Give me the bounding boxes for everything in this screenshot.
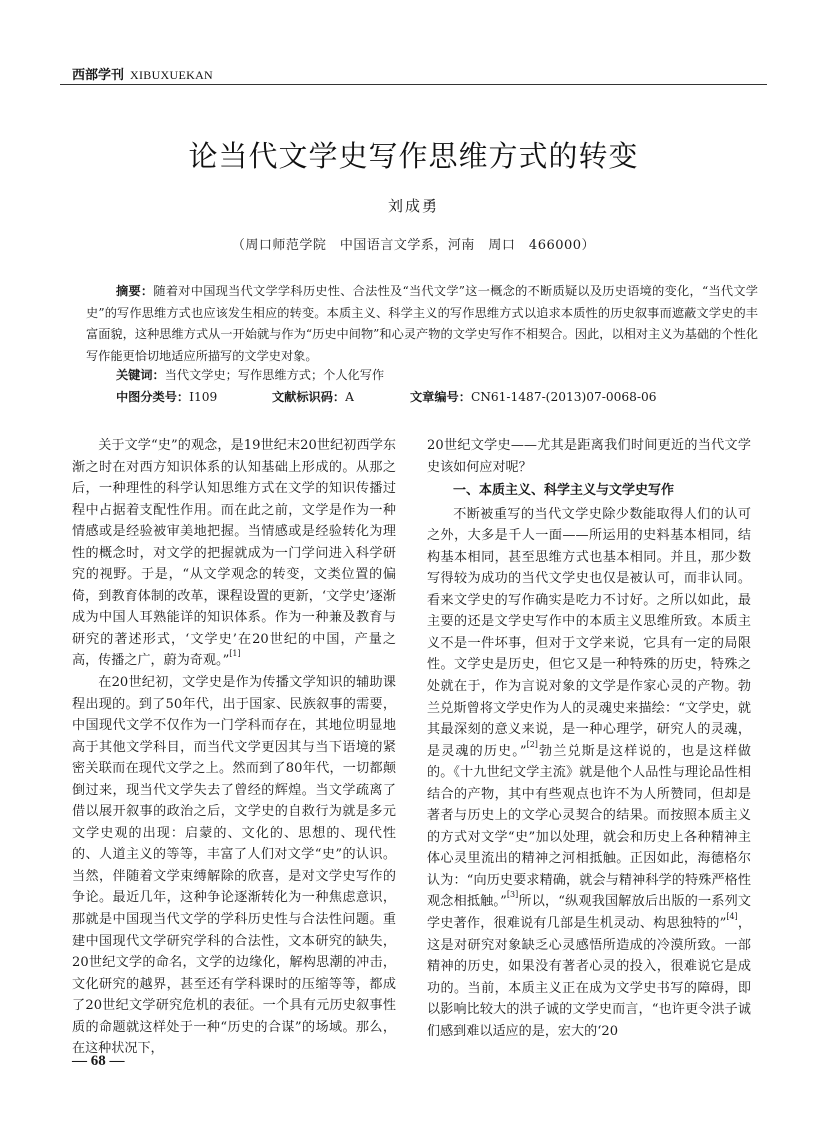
clc-label: 中图分类号： [116,390,190,404]
clc-value: I109 [189,390,218,404]
header-rule [60,84,767,85]
abstract-label: 摘要： [116,284,154,298]
paragraph-text: ，这是对研究对象缺乏心灵感悟所造成的冷漠所致。一部精神的历史，如果没有著者心灵的投入，很难说它是成功的。当前，本质主义正在成为文学史书写的障碍，即以影响比较大的洪子诚的文学史而言，“也许更令洪子诚们感到难以适应的是，宏大的‘20 [427,916,751,1039]
document-code-label: 文献标识码： [272,390,346,404]
paragraph [72,672,396,1060]
keywords [116,366,384,383]
abstract [86,281,758,367]
article-title: 论当代文学史写作思维方式的转变 [188,139,639,173]
citation-ref: [1] [229,649,241,659]
document-code [272,388,354,405]
keywords-label: 关键词： [116,368,165,382]
journal-name-cn: 西部学刊 [72,68,125,83]
article-number [410,388,656,405]
citation-ref: [2] [526,739,538,749]
keywords-text: 当代文学史；写作思维方式；个人化写作 [164,368,385,382]
citation-ref: [3] [506,890,519,900]
article-number-label: 文章编号： [410,390,471,404]
paragraph-text: 在20世纪初，文学史是作为传播文学知识的辅助课程出现的。到了50年代，出于国家、民族叙事的需要，中国现代文学不仅作为一门学科而存在，其地位明显地高于其他文学科目，而当代文学更因其与当下语境的紧密关联而在现代文学之上。然而到了80年代，一切都颠倒过来，现当代文学失去了曾经的辉煌。当文学疏离了借以展开叙事的政治之后，文学史的自救行为就是多元文学史观的出现：启蒙的、文化的、思想的、现代性的、人道主义的等等，丰富了人们对文学“史”的认识。当然，伴随着文学束缚解除的欣喜，是对文学史写作的争论。最近几年，这种争论逐渐转化为一种焦虑意识，那就是中国现当代文学的学科历史性与合法性问题。重建中国现代文学研究学科的合法性，文本研究的缺失，20世纪文学的命名，文学的边缘化，解构思潮的冲击，文化研究的越界，甚至还有学科课时的压缩等等，都成了20世纪文学研究危机的表征。一个具有元历史叙事性质的命题就这样处于一种“历史的合谋”的场域。那么，在这种状况下， [72,675,396,1057]
article-author: 刘成勇 [387,197,439,215]
body-column-right [427,435,751,1042]
paragraph-text: 不断被重写的当代文学史除少数能取得人们的认可之外，大多是千人一面——所运用的史料基本相同，结构基本相同，甚至思维方式也基本相同。并且，那少数写得较为成功的当代文学史也仅是被认可，而非认同。看来文学史的写作确实是吃力不讨好。之所以如此，最主要的还是文学史写作中的本质主义思维所致。本质主义不是一件坏事，但对于文学来说，它具有一定的局限性。文学史是历史，但它又是一种特殊的历史，特殊之处就在于，作为言说对象的文学是作家心灵的产物。勃兰兑斯曾将文学史作为人的灵魂史来描绘：“文学史，就其最深刻的意义来说，是一种心理学，研究人的灵魂，是灵魂的历史。” [427,506,751,759]
article-number-value: CN61-1487-(2013)07-0068-06 [470,390,657,404]
journal-name-en: XIBUXUEKAN [130,68,214,82]
paragraph-text: 勃兰兑斯是这样说的，也是这样做的。《十九世纪文学主流》就是他个人品性与理论品性相结合的产物，其中有些观点也许不为人所赞同，但却是著者与历史上的文学心灵契合的结果。而按照本质主义的方式对文学“史”加以处理，就会和历史上各种精神主体心灵里流出的精神之河相抵触。正因如此，海德格尔认为：“向历史要求精确，就会与精神科学的特殊严格性观念相抵触。” [427,743,751,910]
body-column-left [72,435,396,1060]
citation-ref: [4] [726,912,738,922]
author-affiliation: （周口师范学院 中国语言文学系，河南 周口 466000） [231,238,596,253]
paragraph [72,435,396,672]
paragraph-text: 20世纪文学史——尤其是距离我们时间更近的当代文学史该如何应对呢？ [427,438,751,475]
abstract-body [86,281,758,367]
clc-number [116,388,217,405]
document-code-value: A [345,390,354,404]
paragraph [427,435,751,478]
running-head [72,64,213,83]
page-number: — 68 — [72,1053,125,1069]
abstract-text: 随着对中国现当代文学学科历史性、合法性及“当代文学”这一概念的不断质疑以及历史语境的变化，“当代文学史”的写作思维方式也应该发生相应的转变。本质主义、科学主义的写作思维方式以追求本质性的历史叙事而遮蔽文学史的丰富面貌，这种思维方式从一开始就与作为“历史中间物”和心灵产物的文学史写作不相契合。因此，以相对主义为基础的个性化写作能更恰切地适应所描写的文学史对象。 [86,284,758,363]
paragraph-text: 关于文学“史”的观念，是19世纪末20世纪初西学东渐之时在对西方知识体系的认知基础上形成的。从那之后，一种理性的科学认知思维方式在文学的知识传播过程中占据着支配性作用。而在此之前，文学是作为一种情感或是经验被审美地把握。当情感或是经验转化为理性的概念时，对文学的把握就成为一门学问进入科学研究的视野。于是，“从文学观念的转变，文类位置的偏倚，到教育体制的改革，课程设置的更新，‘文学史’逐渐成为中国人耳熟能详的知识体系。作为一种兼及教育与研究的著述形式，‘文学史’在20世纪的中国，产量之高，传播之广，蔚为奇观。” [72,438,396,669]
section-heading: 一、本质主义、科学主义与文学史写作 [453,483,675,499]
paragraph-text: 所以，“纵观我国解放后出版的一系列文学史著作，很难说有几部是生机灵动、构思独特的” [427,894,751,932]
paragraph [427,504,751,1043]
